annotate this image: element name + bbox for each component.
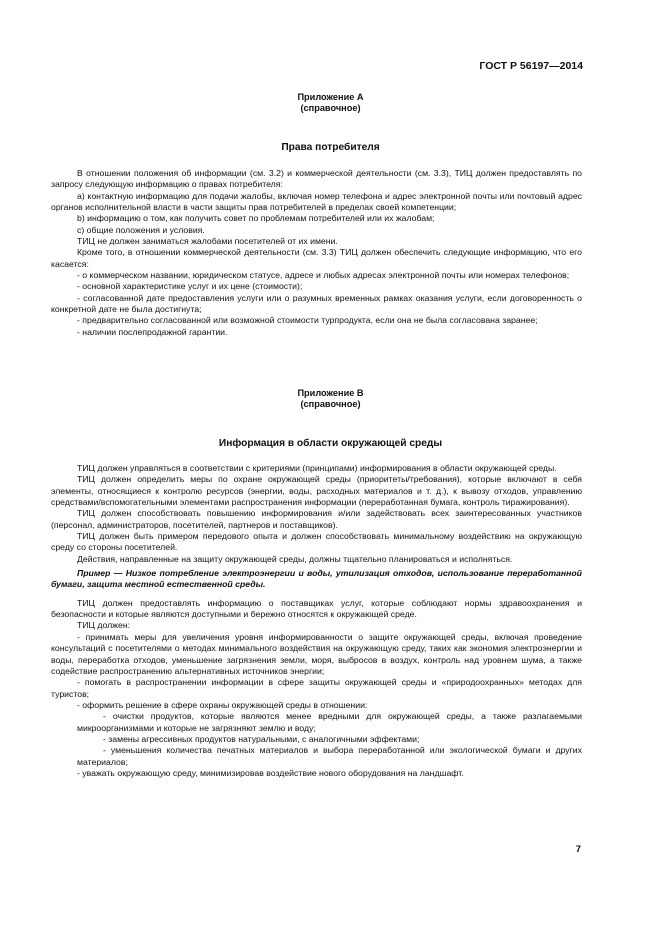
example-paragraph: Пример — Низкое потребление электроэнергии и воды, утилизация отходов, использование переработанной бумаги, защита местной естественной среды. bbox=[51, 568, 582, 590]
paragraph: Действия, направленные на защиту окружающей среды, должны тщательно планироваться и исполняться. bbox=[77, 553, 513, 564]
annex-b-subtitle: (справочное) bbox=[300, 399, 361, 409]
paragraph: с) общие положения и условия. bbox=[77, 224, 205, 235]
paragraph: - наличии послепродажной гарантии. bbox=[77, 326, 228, 337]
paragraph: - помогать в распространении информации в сфере защиты окружающей среды и «природоохранных» методах для туристов; bbox=[51, 677, 582, 699]
paragraph: Кроме того, в отношении коммерческой деятельности (см. 3.3) ТИЦ должен обеспечить следующие информацию, что его касается: bbox=[51, 247, 582, 269]
paragraph: - согласованной дате предоставления услуги или о разумных временных рамках оказания услуги, если договоренность о конкретной дате не была достигнута; bbox=[51, 292, 582, 315]
paragraph: - уменьшения количества печатных материалов и выбора переработанной или экологической бумаги и других материалов; bbox=[77, 745, 582, 767]
paragraph: ТИЦ должен предоставлять информацию о поставщиках услуг, которые соблюдают нормы здравоохранения и безопасности и которые являются доступными и бережно относятся к окружающей среде. bbox=[51, 597, 582, 620]
paragraph: b) информацию о том, как получить совет по проблемам потребителей или их жалобам; bbox=[77, 213, 435, 224]
annex-b-title: Приложение В bbox=[297, 388, 364, 398]
paragraph: а) контактную информацию для подачи жалобы, включая номер телефона и адрес электронной почты или почтовый адрес органов исполнительной власти в части защиты прав потребителей в пределах своей компетенции; bbox=[51, 190, 582, 213]
standard-number: ГОСТ Р 56197—2014 bbox=[479, 60, 583, 72]
annex-a-body bbox=[51, 168, 582, 338]
paragraph: ТИЦ не должен заниматься жалобами посетителей от их имени. bbox=[77, 236, 338, 247]
paragraph: ТИЦ должен определить меры по охране окружающей среды (приоритеты/требования), которые включают в себя элементы, относящиеся к контролю ресурсов (энергии, воды, расходных материалов и т. д.), к вывозу отходов, управлению средствами/вспомогательными элементами распространения информации (переработанная бумага, контроль тиражирования). bbox=[51, 474, 582, 508]
annex-a-title: Приложение А bbox=[297, 92, 364, 102]
page-number: 7 bbox=[575, 844, 581, 855]
annex-b-body bbox=[51, 463, 582, 779]
paragraph: - замены агрессивных продуктов натуральными, с аналогичными эффектами; bbox=[103, 733, 420, 744]
paragraph: - оформить решение в сфере охраны окружающей среды в отношении: bbox=[77, 699, 368, 710]
paragraph: - предварительно согласованной или возможной стоимости турпродукта, если она не была согласована заранее; bbox=[77, 315, 538, 326]
paragraph: - уважать окружающую среду, минимизировав воздействие нового оборудования на ландшафт. bbox=[77, 767, 464, 778]
paragraph: - принимать меры для увеличения уровня информированности о защите окружающей среды, включая проведение консультаций с посетителями о методах минимального воздействия на окружающую среду, таких как экономия электроэнергии и воды, переработка отходов, уменьшение загрязнения земли, моря, выбросов в воздух, контроль над уровнем шума, а также содействие распространению альтернативных источников энергии; bbox=[51, 631, 582, 676]
annex-b-heading: Информация в области окружающей среды bbox=[218, 438, 443, 449]
paragraph: - основной характеристике услуг и их цене (стоимости); bbox=[77, 281, 303, 292]
paragraph: ТИЦ должен управляться в соответствии с критериями (принципами) информирования в области окружающей среды. bbox=[77, 463, 557, 473]
annex-a-subtitle: (справочное) bbox=[300, 103, 361, 113]
paragraph: - очистки продуктов, которые являются менее вредными для окружающей среды, а также разлагаемыми микроорганизмами и которые не загрязняют землю и воду; bbox=[77, 711, 582, 733]
paragraph: В отношении положения об информации (см. 3.2) и коммерческой деятельности (см. 3.3), ТИЦ должен предоставлять по запросу следующую информацию о правах потребителя: bbox=[51, 168, 582, 190]
paragraph: ТИЦ должен быть примером передового опыта и должен способствовать минимальному воздействию на окружающую среду со стороны посетителей. bbox=[51, 531, 582, 553]
paragraph: - о коммерческом названии, юридическом статусе, адресе и любых адресах электронной почты или номерах телефонов; bbox=[77, 270, 570, 281]
annex-a-heading: Права потребителя bbox=[281, 142, 380, 153]
paragraph: ТИЦ должен: bbox=[77, 620, 131, 631]
paragraph: ТИЦ должен способствовать повышению информирования и/или задействовать всех заинтересованных участников (персонал, администраторов, посетителей, партнеров и поставщиков). bbox=[51, 508, 582, 530]
